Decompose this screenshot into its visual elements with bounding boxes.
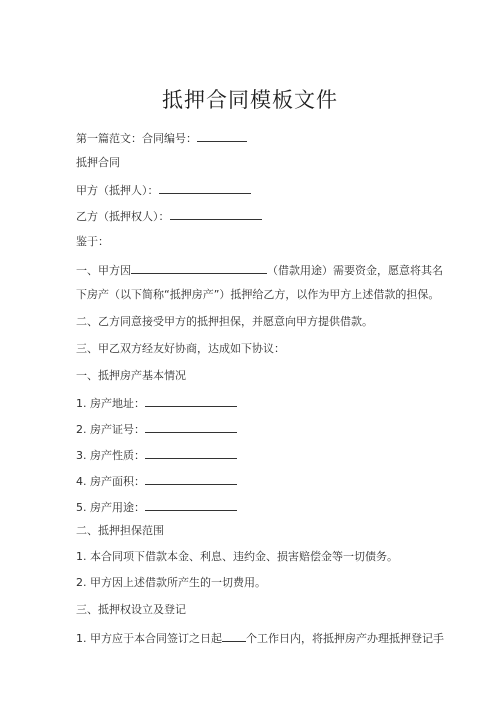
property-use-blank[interactable] <box>145 499 237 511</box>
property-cert-label: 2. 房产证号： <box>76 423 145 436</box>
property-area-blank[interactable] <box>145 473 237 485</box>
section-one-heading: 一、抵押房产基本情况 <box>76 369 186 382</box>
property-nature-line <box>76 447 237 463</box>
party-b-label: 乙方（抵押权人）： <box>76 210 170 223</box>
working-days-blank[interactable] <box>222 630 246 642</box>
recital-three: 三、甲乙双方经友好协商，达成如下协议： <box>76 342 285 355</box>
section-two-heading: 二、抵押担保范围 <box>76 524 164 537</box>
property-cert-line <box>76 421 237 437</box>
contract-name: 抵押合同 <box>76 156 120 169</box>
party-b-line <box>76 208 262 224</box>
property-area-line <box>76 473 237 489</box>
property-address-label: 1. 房产地址： <box>76 397 145 410</box>
recital-one-start: 一、甲方因 <box>76 264 131 277</box>
scope-item-two: 2. 甲方因上述借款所产生的一切费用。 <box>76 576 266 589</box>
recital-one-line <box>76 262 443 278</box>
loan-purpose-blank[interactable] <box>131 262 267 274</box>
property-address-blank[interactable] <box>145 395 237 407</box>
scope-item-one: 1. 本合同项下借款本金、利息、违约金、损害赔偿金等一切债务。 <box>76 550 398 563</box>
party-a-blank[interactable] <box>159 182 251 194</box>
contract-number-line <box>76 130 247 146</box>
property-nature-label: 3. 房产性质： <box>76 449 145 462</box>
contract-number-label: 第一篇范文：合同编号： <box>76 132 197 145</box>
property-address-line <box>76 395 237 411</box>
whereas-heading: 鉴于： <box>76 235 109 248</box>
property-use-label: 5. 房产用途： <box>76 501 145 514</box>
party-b-blank[interactable] <box>170 208 262 220</box>
section-three-heading: 三、抵押权设立及登记 <box>76 603 186 616</box>
contract-number-blank[interactable] <box>197 130 247 142</box>
recital-one-continued: 下房产（以下简称“抵押房产”）抵押给乙方，以作为甲方上述借款的担保。 <box>76 288 440 301</box>
party-a-line <box>76 182 251 198</box>
recital-two: 二、乙方同意接受甲方的抵押担保，并愿意向甲方提供借款。 <box>76 315 373 328</box>
registration-start: 1. 甲方应于本合同签订之日起 <box>76 632 222 645</box>
property-use-line <box>76 499 237 515</box>
property-cert-blank[interactable] <box>145 421 237 433</box>
document-title: 抵押合同模板文件 <box>162 88 338 112</box>
property-nature-blank[interactable] <box>145 447 237 459</box>
party-a-label: 甲方（抵押人）： <box>76 184 159 197</box>
recital-one-end: （借款用途）需要资金，愿意将其名 <box>267 264 443 277</box>
registration-item-one <box>76 630 444 646</box>
property-area-label: 4. 房产面积： <box>76 475 145 488</box>
registration-end: 个工作日内，将抵押房产办理抵押登记手 <box>246 632 444 645</box>
